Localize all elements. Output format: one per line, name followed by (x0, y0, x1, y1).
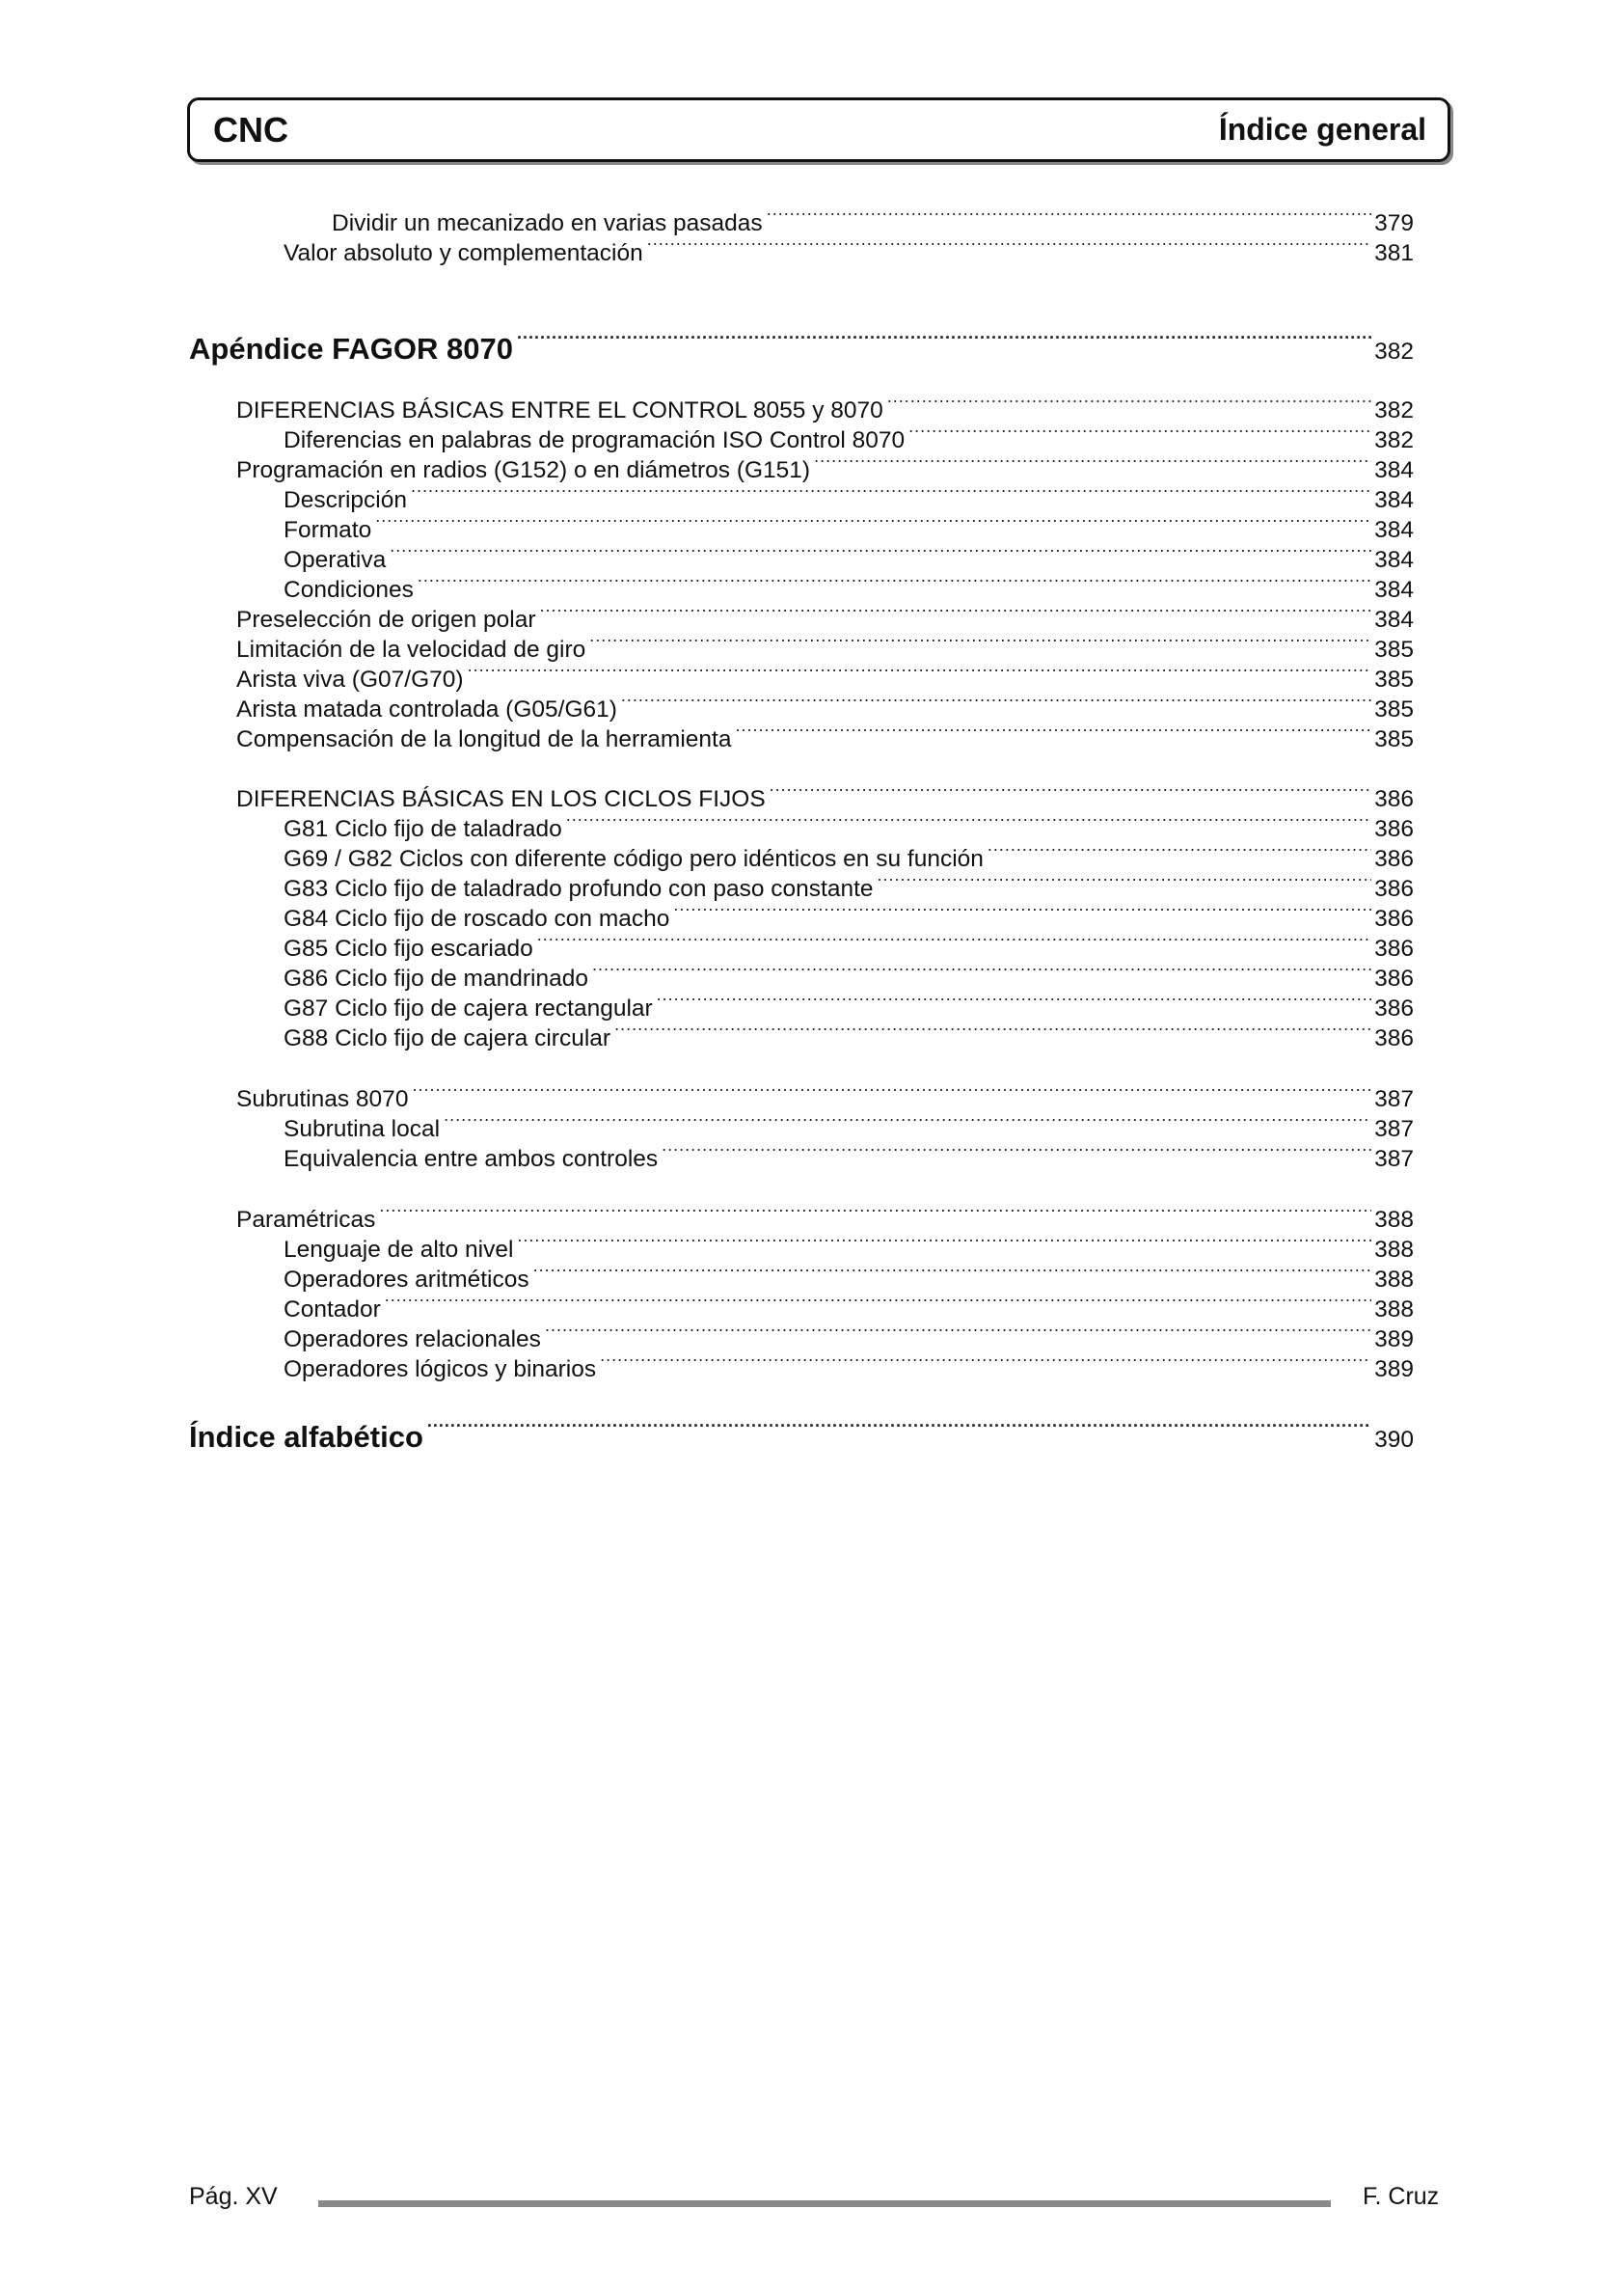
dot-leader (600, 1347, 1371, 1377)
toc-entry-title: G83 Ciclo fijo de taladrado profundo con paso constante (284, 876, 874, 902)
toc-entry-title: Descripción (284, 487, 407, 513)
dot-leader (375, 507, 1371, 537)
toc-entry-page: 384 (1374, 487, 1414, 513)
toc-entry-title: Arista matada controlada (G05/G61) (236, 696, 617, 723)
page-header (187, 97, 1450, 162)
toc-entry-page: 379 (1374, 210, 1414, 236)
toc-entry-title: Valor absoluto y complementación (284, 240, 643, 266)
dot-leader (614, 1016, 1371, 1046)
toc-entry[interactable] (284, 1016, 1414, 1053)
dot-leader (468, 657, 1372, 687)
toc-chapter-page: 382 (1374, 339, 1414, 365)
dot-leader (533, 1257, 1371, 1287)
toc-entry-page: 388 (1374, 1207, 1414, 1233)
dot-leader (379, 1197, 1371, 1227)
toc-entry-title: G81 Ciclo fijo de taladrado (284, 816, 562, 842)
toc-entry-page: 386 (1374, 906, 1414, 932)
toc-entry-page: 388 (1374, 1296, 1414, 1323)
toc-entry-page: 388 (1374, 1237, 1414, 1263)
toc-entry[interactable] (284, 1347, 1414, 1384)
toc-entry-page: 385 (1374, 637, 1414, 663)
header-title-left: CNC (213, 109, 288, 150)
toc-entry-page: 386 (1374, 816, 1414, 842)
dot-leader (592, 956, 1371, 986)
toc-entry-page: 387 (1374, 1086, 1414, 1112)
toc-entry-page: 387 (1374, 1116, 1414, 1142)
toc-chapter-page: 390 (1374, 1427, 1414, 1453)
toc-entry[interactable] (236, 717, 1414, 754)
toc-entry-title: Programación en radios (G152) o en diámetros (G151) (236, 457, 811, 483)
toc-entry-title: G84 Ciclo fijo de roscado con macho (284, 906, 670, 932)
dot-leader (390, 537, 1371, 567)
toc-entry-title: Formato (284, 517, 372, 543)
dot-leader (878, 866, 1372, 896)
dot-leader (427, 1410, 1371, 1447)
toc-entry-page: 385 (1374, 667, 1414, 693)
toc-entry-title: G88 Ciclo fijo de cajera circular (284, 1025, 611, 1051)
toc-entry-title: DIFERENCIAS BÁSICAS EN LOS CICLOS FIJOS (236, 786, 766, 812)
dot-leader (412, 1077, 1371, 1106)
dot-leader (767, 201, 1371, 231)
dot-leader (908, 418, 1371, 448)
toc-entry-page: 389 (1374, 1326, 1414, 1352)
toc-entry-title: G85 Ciclo fijo escariado (284, 936, 533, 962)
toc-entry-title: Dividir un mecanizado en varias pasadas (332, 210, 763, 236)
toc-chapter[interactable] (189, 1410, 1414, 1459)
toc-entry-title: Compensación de la longitud de la herramienta (236, 726, 732, 752)
toc-entry-title: DIFERENCIAS BÁSICAS ENTRE EL CONTROL 8055 y 8070 (236, 397, 883, 423)
toc-chapter-title: Apéndice FAGOR 8070 (189, 332, 513, 366)
dot-leader (814, 448, 1371, 477)
toc-entry-title: Subrutinas 8070 (236, 1086, 409, 1112)
toc-entry-title: Contador (284, 1296, 381, 1323)
dot-leader (647, 231, 1371, 260)
toc-entry-page: 381 (1374, 240, 1414, 266)
toc-entry-title: Preselección de origen polar (236, 607, 536, 633)
toc-entry-title: G69 / G82 Ciclos con diferente código pero idénticos en su función (284, 846, 984, 872)
dot-leader (517, 1227, 1371, 1257)
toc-entry-page: 382 (1374, 427, 1414, 453)
dot-leader (566, 806, 1371, 836)
toc-entry-page: 384 (1374, 547, 1414, 573)
toc-entry-title: Paramétricas (236, 1207, 376, 1233)
toc-entry-page: 389 (1374, 1356, 1414, 1382)
dot-leader (988, 836, 1371, 866)
dot-leader (735, 717, 1371, 747)
toc-entry-page: 385 (1374, 696, 1414, 723)
toc-entry-title: Operativa (284, 547, 387, 573)
dot-leader (385, 1287, 1371, 1317)
dot-leader (540, 597, 1372, 627)
toc-entry-title: Equivalencia entre ambos controles (284, 1146, 659, 1172)
toc-entry-title: Operadores relacionales (284, 1326, 541, 1352)
dot-leader (517, 322, 1371, 359)
dot-leader (589, 627, 1371, 657)
toc-entry-title: Condiciones (284, 577, 414, 603)
toc-chapter-title: Índice alfabético (189, 1420, 423, 1454)
toc-entry-page: 387 (1374, 1146, 1414, 1172)
dot-leader (657, 986, 1371, 1016)
dot-leader (887, 388, 1371, 418)
dot-leader (673, 896, 1371, 926)
toc-entry-title: Subrutina local (284, 1116, 441, 1142)
toc-entry-page: 384 (1374, 517, 1414, 543)
toc-entry-page: 386 (1374, 995, 1414, 1022)
toc-entry-page: 386 (1374, 846, 1414, 872)
dot-leader (770, 777, 1371, 806)
toc-entry-title: Operadores aritméticos (284, 1267, 529, 1293)
header-title-right: Índice general (1218, 112, 1426, 147)
dot-leader (444, 1106, 1371, 1136)
dot-leader (545, 1317, 1371, 1347)
toc-entry-title: G87 Ciclo fijo de cajera rectangular (284, 995, 653, 1022)
toc-entry-title: Arista viva (G07/G70) (236, 667, 464, 693)
footer-divider (318, 2200, 1331, 2207)
footer-page-label: Pág. XV (189, 2183, 278, 2210)
toc-entry-page: 384 (1374, 607, 1414, 633)
toc-entry-title: Operadores lógicos y binarios (284, 1356, 597, 1382)
toc-entry-title: Lenguaje de alto nivel (284, 1237, 514, 1263)
toc-entry-page: 386 (1374, 1025, 1414, 1051)
toc-entry-page: 388 (1374, 1267, 1414, 1293)
toc-entry-title: Limitación de la velocidad de giro (236, 637, 586, 663)
dot-leader (621, 687, 1371, 717)
toc-entry[interactable] (284, 231, 1414, 268)
dot-leader (418, 567, 1371, 597)
toc-entry-page: 386 (1374, 966, 1414, 992)
footer-author: F. Cruz (1363, 2183, 1440, 2210)
toc-entry[interactable] (284, 1136, 1414, 1174)
toc-entry-page: 386 (1374, 876, 1414, 902)
dot-leader (662, 1136, 1371, 1166)
toc-entry-page: 384 (1374, 577, 1414, 603)
toc-chapter[interactable] (189, 322, 1414, 370)
toc-entry-page: 386 (1374, 936, 1414, 962)
toc-entry-title: G86 Ciclo fijo de mandrinado (284, 966, 588, 992)
toc-entry-page: 386 (1374, 786, 1414, 812)
dot-leader (537, 926, 1371, 956)
toc-entry-page: 384 (1374, 457, 1414, 483)
dot-leader (411, 477, 1371, 507)
toc-entry-title: Diferencias en palabras de programación ISO Control 8070 (284, 427, 906, 453)
toc-entry-page: 385 (1374, 726, 1414, 752)
toc-entry-page: 382 (1374, 397, 1414, 423)
